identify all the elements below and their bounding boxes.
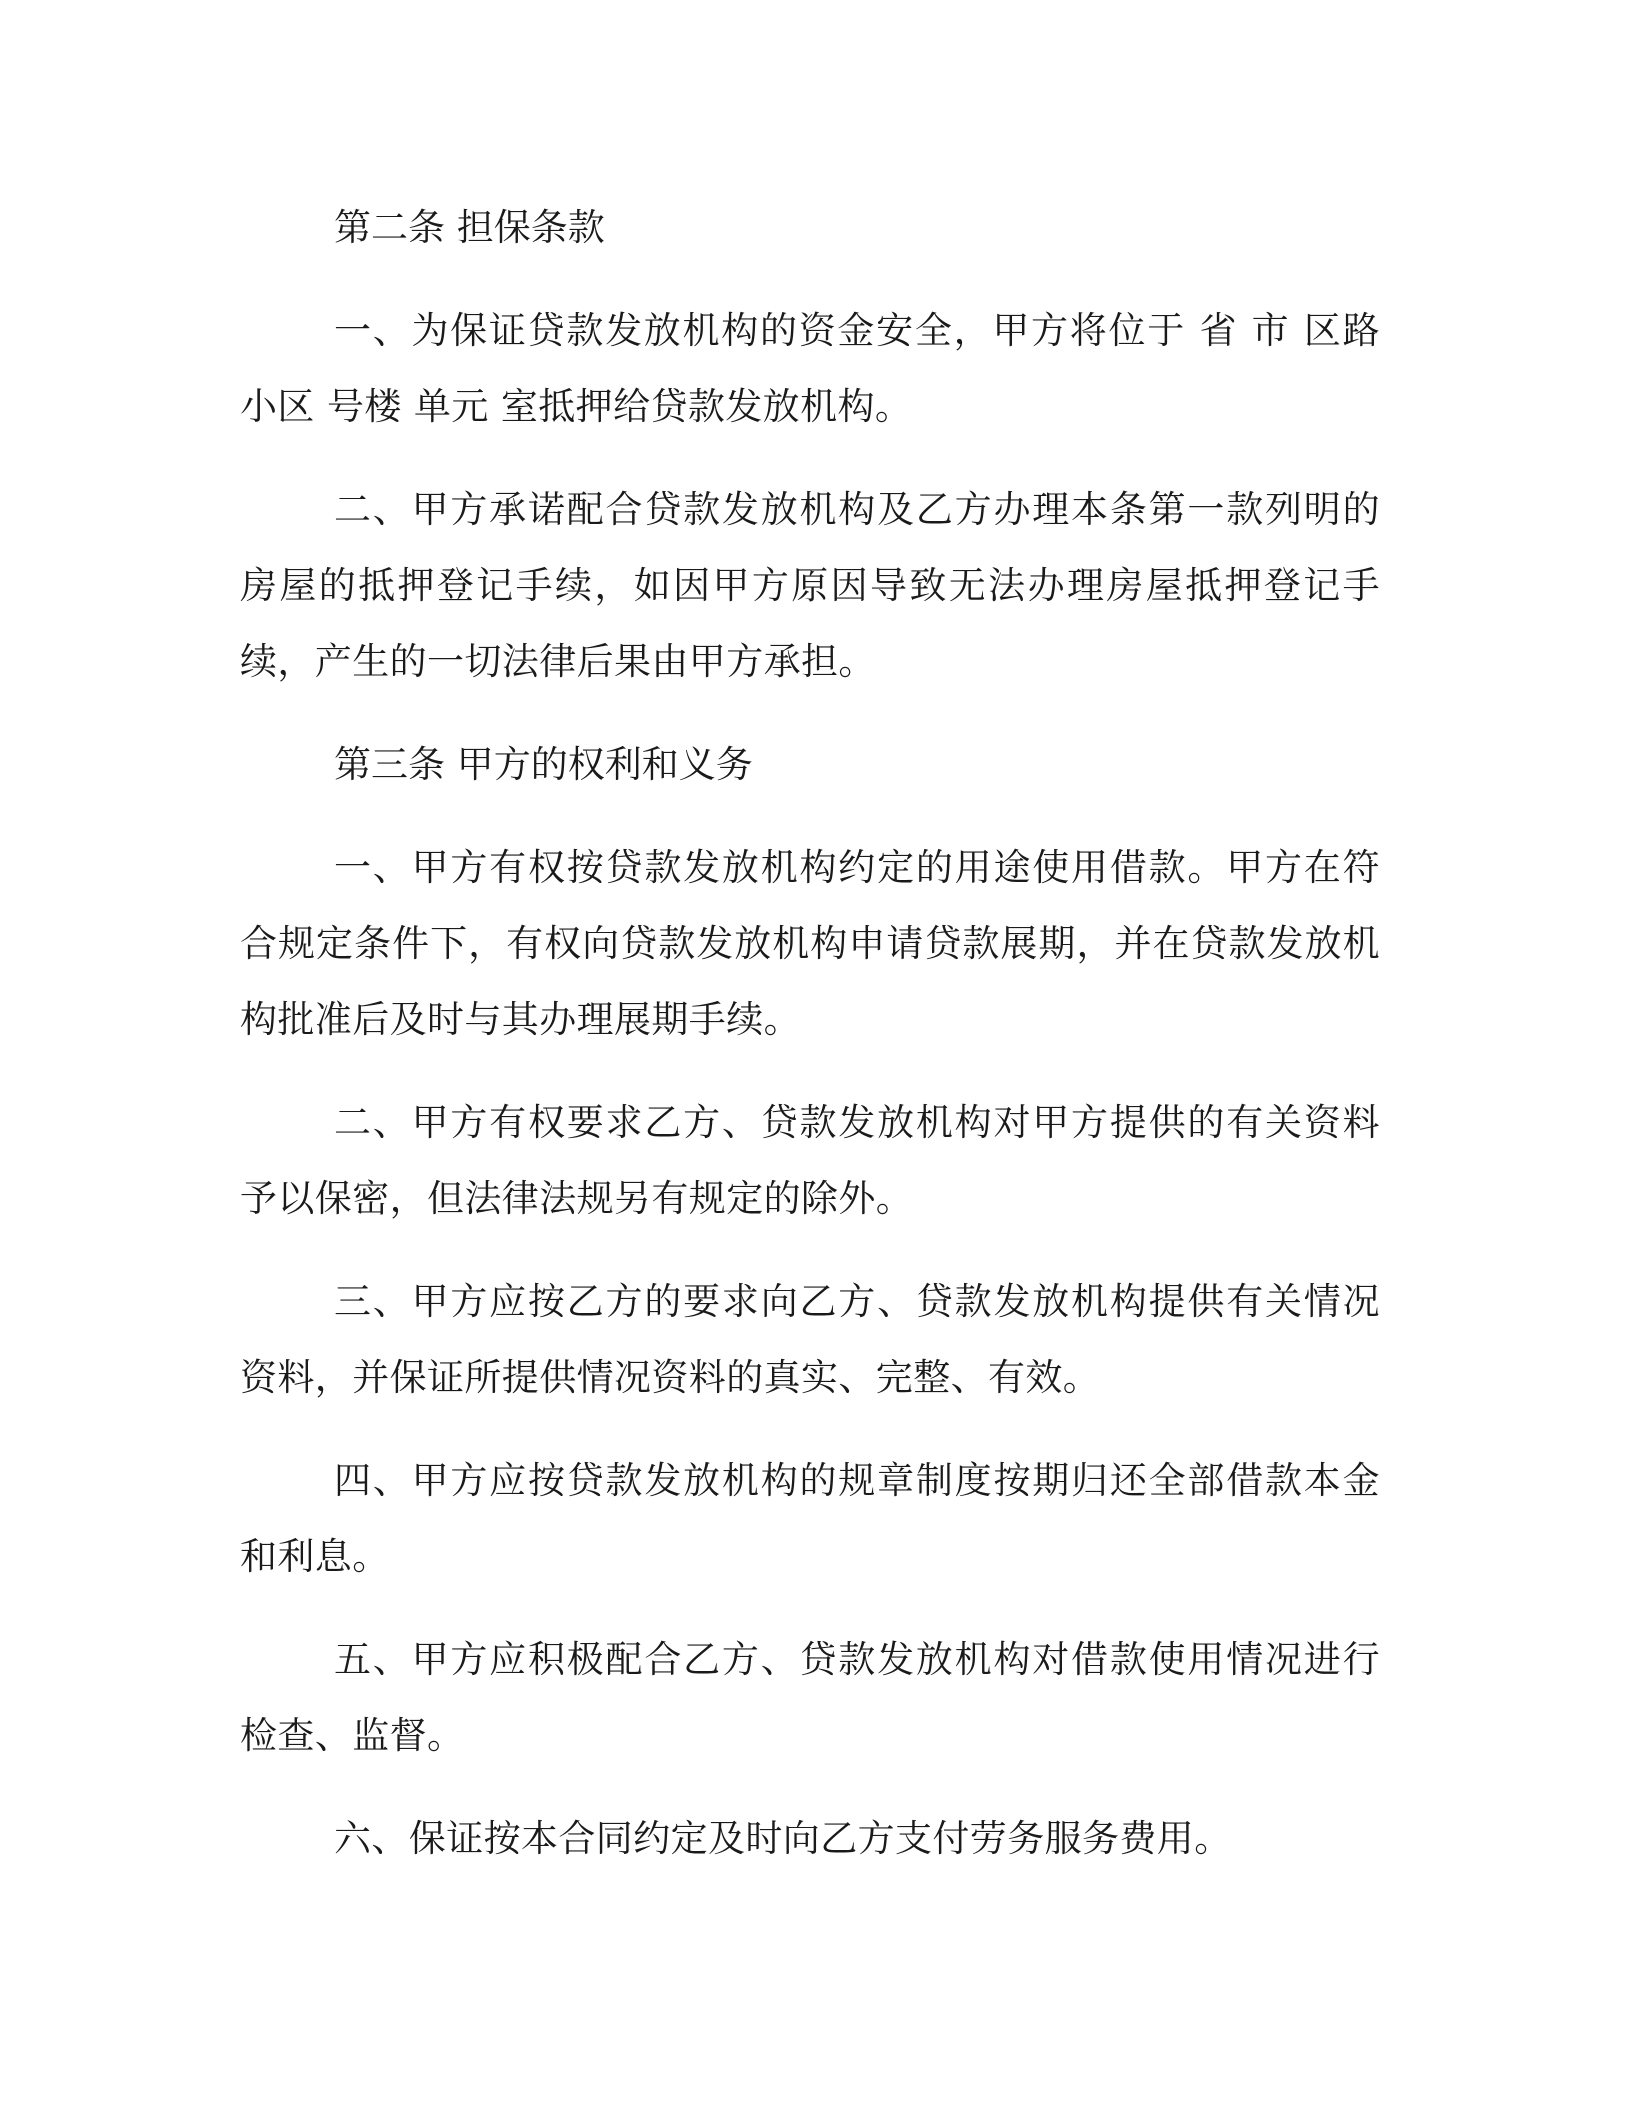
- clause-paragraph: [240, 1264, 1380, 1416]
- clause-text: 一、甲方有权按贷款发放机构约定的用途使用借款。甲方在符合规定条件下，有权向贷款发放机构申请贷款展期，并在贷款发放机构批准后及时与其办理展期手续。: [240, 846, 1380, 1041]
- clause-text: 二、甲方有权要求乙方、贷款发放机构对甲方提供的有关资料予以保密，但法律法规另有规定的除外。: [240, 1101, 1380, 1220]
- clause-paragraph: [240, 830, 1380, 1058]
- clause-text: 三、甲方应按乙方的要求向乙方、贷款发放机构提供有关情况资料，并保证所提供情况资料的真实、完整、有效。: [240, 1280, 1380, 1399]
- clause-paragraph: [240, 1443, 1380, 1595]
- clause-text: 六、保证按本合同约定及时向乙方支付劳务服务费用。: [334, 1817, 1232, 1860]
- clause-paragraph: [240, 1801, 1380, 1877]
- clause-paragraph: [240, 293, 1380, 445]
- clause-text: 五、甲方应积极配合乙方、贷款发放机构对借款使用情况进行检查、监督。: [240, 1638, 1380, 1757]
- clause-paragraph: [240, 472, 1380, 700]
- clause-text: 一、为保证贷款发放机构的资金安全，甲方将位于 省 市 区路 小区 号楼 单元 室抵押给贷款发放机构。: [240, 309, 1380, 428]
- clause-text: 四、甲方应按贷款发放机构的规章制度按期归还全部借款本金和利息。: [240, 1459, 1380, 1578]
- clause-paragraph: [240, 1085, 1380, 1237]
- clause-paragraph: [240, 1622, 1380, 1774]
- clause-text: 二、甲方承诺配合贷款发放机构及乙方办理本条第一款列明的房屋的抵押登记手续，如因甲方原因导致无法办理房屋抵押登记手续，产生的一切法律后果由甲方承担。: [240, 488, 1380, 683]
- document-page: [240, 190, 1380, 1904]
- section-heading-guarantee: 第二条 担保条款: [334, 206, 605, 249]
- section-heading-rights-obligations: 第三条 甲方的权利和义务: [334, 743, 753, 786]
